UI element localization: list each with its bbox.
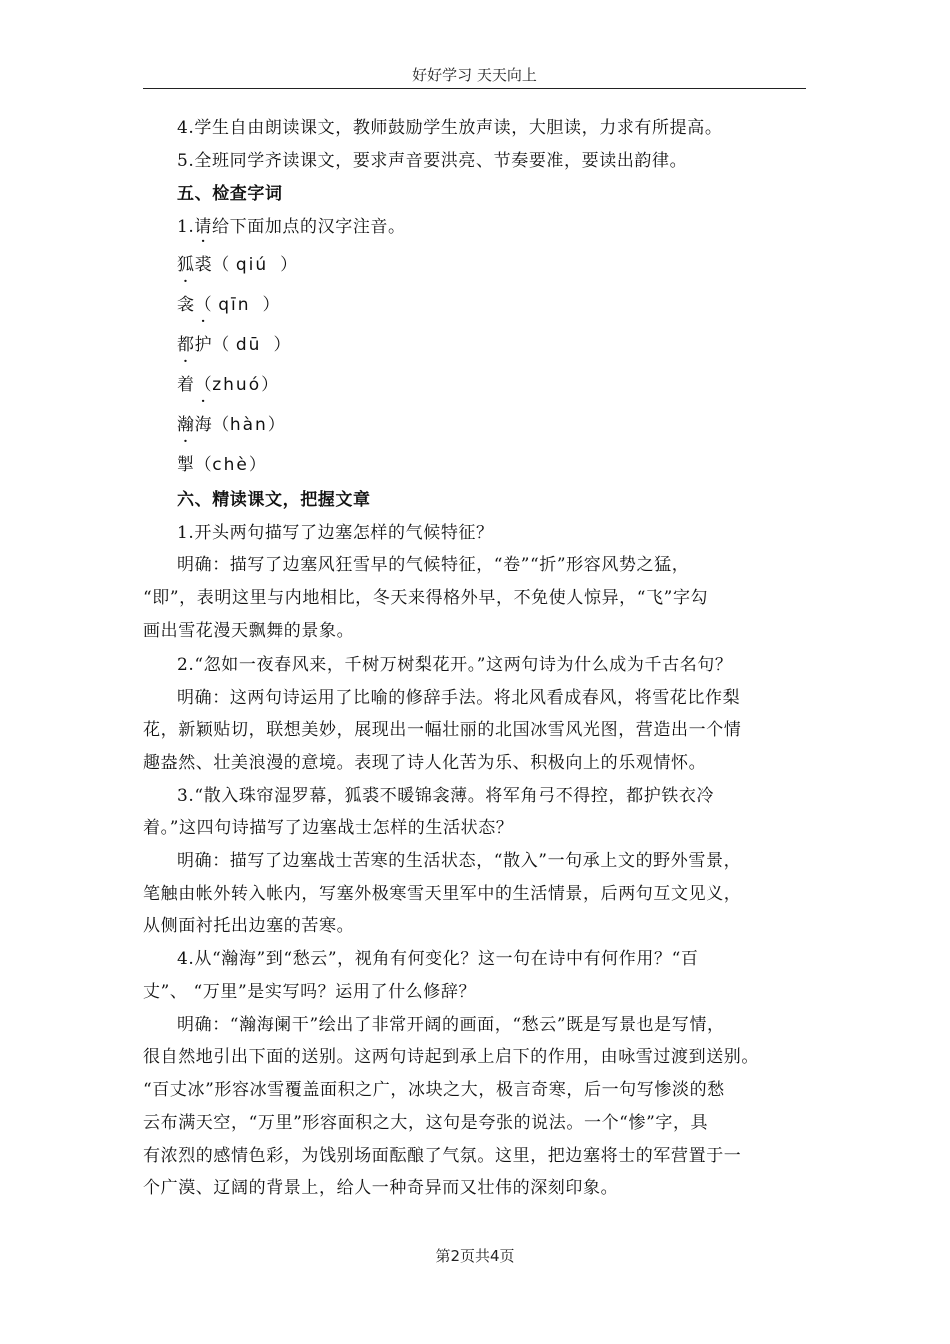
answer-line: 明确：描写了边塞风狂雪早的气候特征，“卷”“折”形容风势之猛，	[177, 555, 690, 575]
dotted-char: 护	[194, 335, 213, 355]
dotted-char: 衾	[177, 295, 195, 315]
paragraph-line: 5.全班同学齐读课文，要求声音要洪亮、节奏要准，要读出韵律。	[177, 151, 688, 171]
question-line: 1.请给下面加点的汉字注音。	[177, 217, 406, 237]
answer-line: 个广漠、辽阔的背景上，给人一种奇异而又壮伟的深刻印象。	[143, 1178, 619, 1198]
section-heading: 六、精读课文，把握文章	[177, 490, 371, 510]
vocab-item: 着（zhuó）	[177, 375, 279, 395]
answer-line: 明确：“瀚海阑干”绘出了非常开阔的画面，“愁云”既是写景也是写情，	[177, 1015, 725, 1035]
pinyin: dū	[235, 335, 262, 355]
page-header: 好好学习 天天向上	[412, 66, 537, 84]
answer-line: 云布满天空，“万里”形容面积之大，这句是夸张的说法。一个“惨”字，具	[143, 1113, 709, 1133]
answer-line: “即”，表明这里与内地相比，冬天来得格外早，不免使人惊异，“飞”字勾	[143, 588, 709, 608]
pinyin: qīn	[218, 295, 251, 315]
vocab-item: 掣（chè）	[177, 455, 267, 475]
vocab-item: 狐裘（ qiú ）	[177, 255, 298, 275]
answer-line: 明确：这两句诗运用了比喻的修辞手法。将北风看成春风，将雪花比作梨	[177, 688, 741, 708]
answer-line: 花，新颖贴切，联想美妙，展现出一幅壮丽的北国冰雪风光图，营造出一个情	[143, 720, 742, 740]
question-line: 4.从“瀚海”到“愁云”，视角有何变化？这一句在诗中有何作用？“百	[177, 949, 699, 969]
dotted-char: 裘	[194, 255, 213, 275]
paragraph-line: 4.学生自由朗读课文，教师鼓励学生放声读，大胆读，力求有所提高。	[177, 118, 723, 138]
section-heading: 五、检查字词	[177, 184, 283, 204]
pinyin: zhuó	[212, 375, 262, 395]
question-line: 2.“忽如一夜春风来，千树万树梨花开。”这两句诗为什么成为千古名句？	[177, 655, 733, 675]
page-footer: 第2页共4页	[435, 1247, 515, 1265]
answer-line: 明确：描写了边塞战士苦寒的生活状态，“散入”一句承上文的野外雪景，	[177, 851, 742, 871]
question-line: 着。”这四句诗描写了边塞战士怎样的生活状态？	[143, 818, 514, 838]
answer-line: 画出雪花漫天飘舞的景象。	[143, 621, 355, 641]
question-line: 1.开头两句描写了边塞怎样的气候特征？	[177, 523, 494, 543]
question-line: 3.“散入珠帘湿罗幕，狐裘不暖锦衾薄。将军角弓不得控，都护铁衣冷	[177, 786, 715, 806]
vocab-item: 瀚海（hàn）	[177, 415, 286, 435]
dotted-char: 掣	[177, 455, 195, 475]
answer-line: 趣盎然、壮美浪漫的意境。表现了诗人化苦为乐、积极向上的乐观情怀。	[143, 753, 707, 773]
answer-line: 有浓烈的感情色彩，为饯别场面酝酿了气氛。这里，把边塞将士的军营置于一	[143, 1146, 742, 1166]
answer-line: 很自然地引出下面的送别。这两句诗起到承上启下的作用，由咏雪过渡到送别。	[143, 1047, 759, 1067]
dotted-char: 着	[177, 375, 195, 395]
pinyin: hàn	[229, 415, 268, 435]
vocab-item: 都护（ dū ）	[177, 335, 292, 355]
vocab-item: 衾（ qīn ）	[177, 295, 281, 315]
answer-line: 从侧面衬托出边塞的苦寒。	[143, 916, 355, 936]
answer-line: “百丈冰”形容冰雪覆盖面积之广，冰块之大，极言奇寒，后一句写惨淡的愁	[143, 1080, 725, 1100]
header-rule	[143, 88, 806, 89]
pinyin: qiú	[235, 255, 269, 275]
pinyin: chè	[212, 455, 249, 475]
dotted-char: 海	[194, 415, 213, 435]
answer-line: 笔触由帐外转入帐内，写塞外极寒雪天里军中的生活情景，后两句互文见义，	[143, 884, 742, 904]
question-line: 丈”、 “万里”是实写吗？运用了什么修辞？	[143, 982, 477, 1002]
